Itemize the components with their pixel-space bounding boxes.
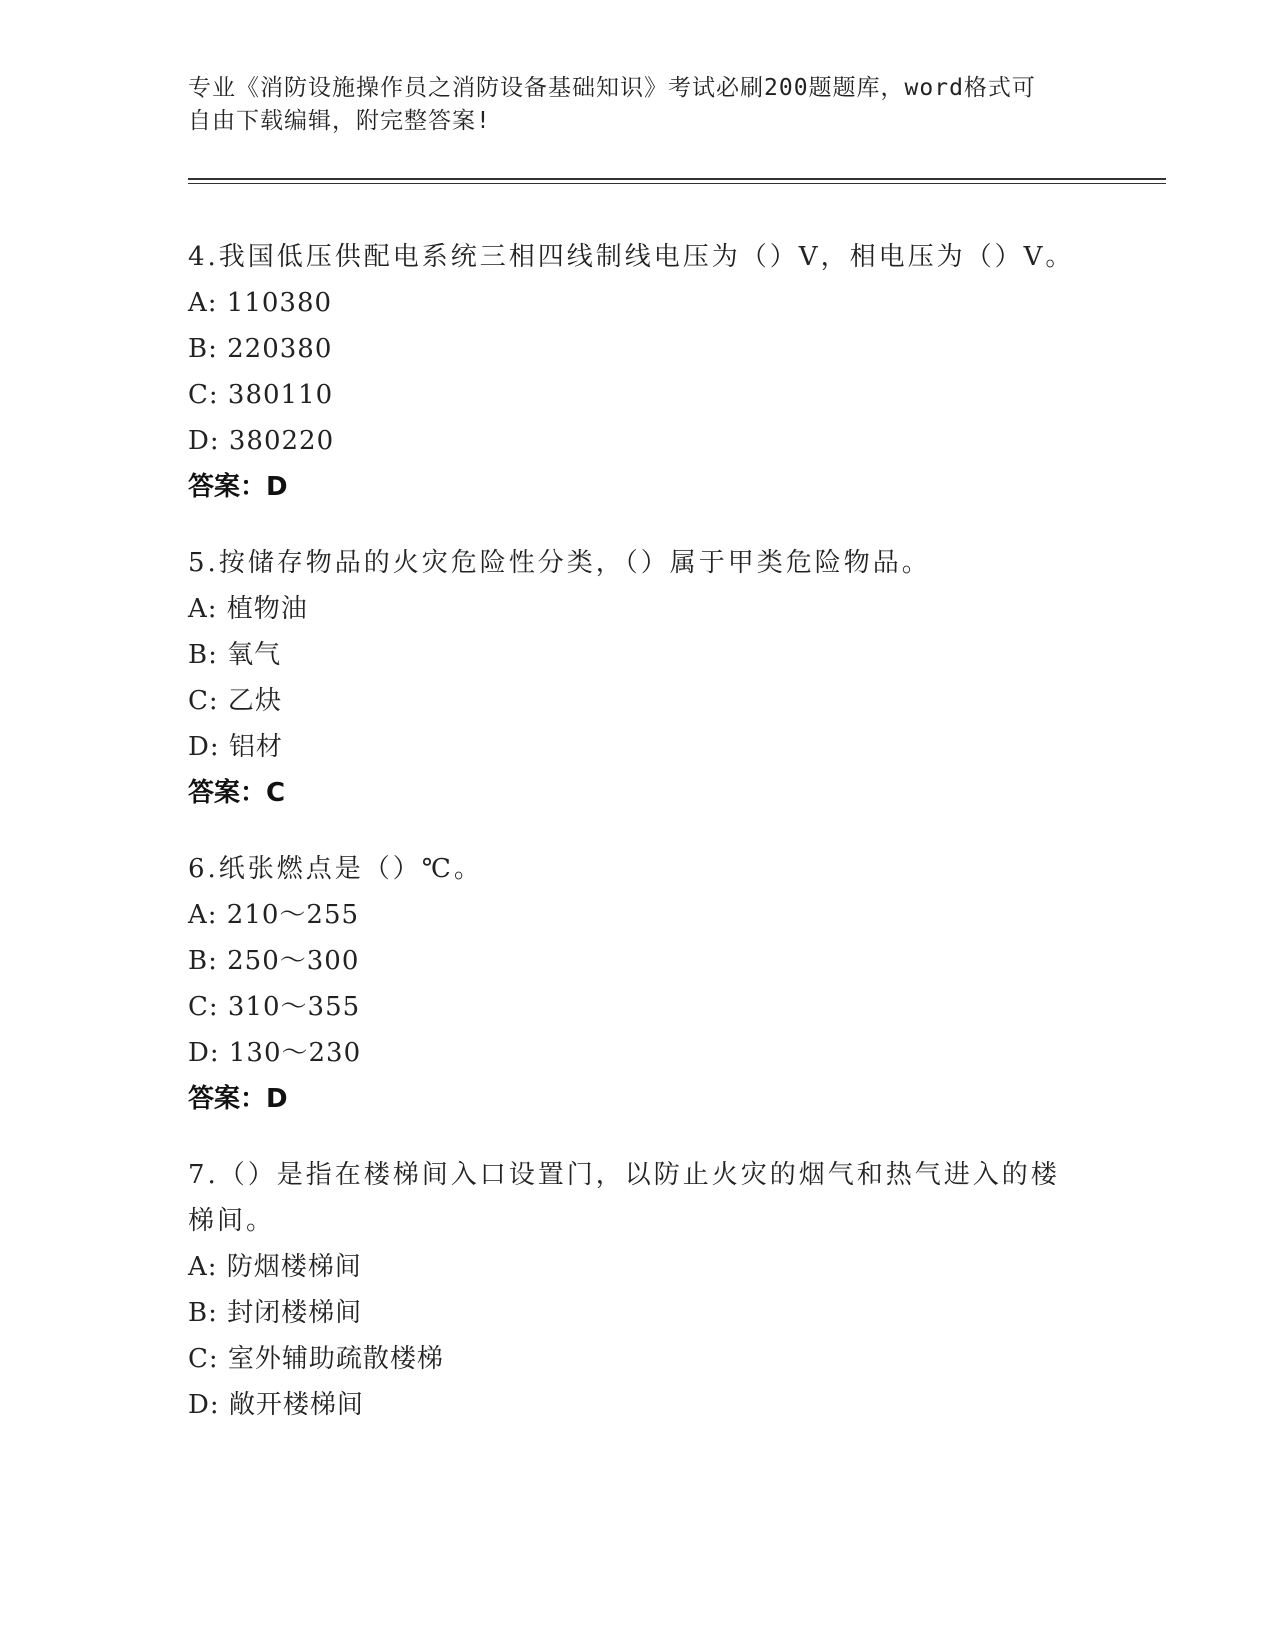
document-header xyxy=(188,72,1088,138)
question-stem: 4.我国低压供配电系统三相四线制线电压为（）V，相电压为（）V。 xyxy=(188,242,1075,272)
answer: 答案：C xyxy=(188,778,286,808)
option-c: C: 室外辅助疏散楼梯 xyxy=(188,1344,444,1374)
question-list xyxy=(188,234,1088,1458)
question-stem: 5.按储存物品的火灾危险性分类，（）属于甲类危险物品。 xyxy=(188,548,931,578)
option-b: B: 封闭楼梯间 xyxy=(188,1298,363,1328)
question-4 xyxy=(188,234,1088,510)
header-rule-top xyxy=(188,178,1166,180)
option-d: D: 380220 xyxy=(188,426,335,456)
option-d: D: 铝材 xyxy=(188,732,283,762)
option-c: C: 380110 xyxy=(188,380,334,410)
option-c: C: 乙炔 xyxy=(188,686,282,716)
question-stem: 6.纸张燃点是（）℃。 xyxy=(188,854,483,884)
header-line-2: 自由下载编辑，附完整答案! xyxy=(188,108,491,134)
question-7 xyxy=(188,1152,1088,1428)
header-rule-bottom xyxy=(188,183,1166,184)
question-stem: 7.（）是指在楼梯间入口设置门，以防止火灾的烟气和热气进入的楼梯间。 xyxy=(188,1160,1060,1236)
option-b: B: 250～300 xyxy=(188,946,360,976)
option-a: A: 防烟楼梯间 xyxy=(188,1252,362,1282)
answer: 答案：D xyxy=(188,1084,288,1114)
option-b: B: 220380 xyxy=(188,334,333,364)
option-b: B: 氧气 xyxy=(188,640,282,670)
option-d: D: 敞开楼梯间 xyxy=(188,1390,364,1420)
header-line-1: 专业《消防设施操作员之消防设备基础知识》考试必刷200题题库，word格式可 xyxy=(188,75,1036,101)
option-d: D: 130～230 xyxy=(188,1038,362,1068)
option-a: A: 植物油 xyxy=(188,594,308,624)
question-6 xyxy=(188,846,1088,1122)
option-a: A: 110380 xyxy=(188,288,333,318)
option-c: C: 310～355 xyxy=(188,992,361,1022)
question-5 xyxy=(188,540,1088,816)
option-a: A: 210～255 xyxy=(188,900,360,930)
answer: 答案：D xyxy=(188,472,288,502)
